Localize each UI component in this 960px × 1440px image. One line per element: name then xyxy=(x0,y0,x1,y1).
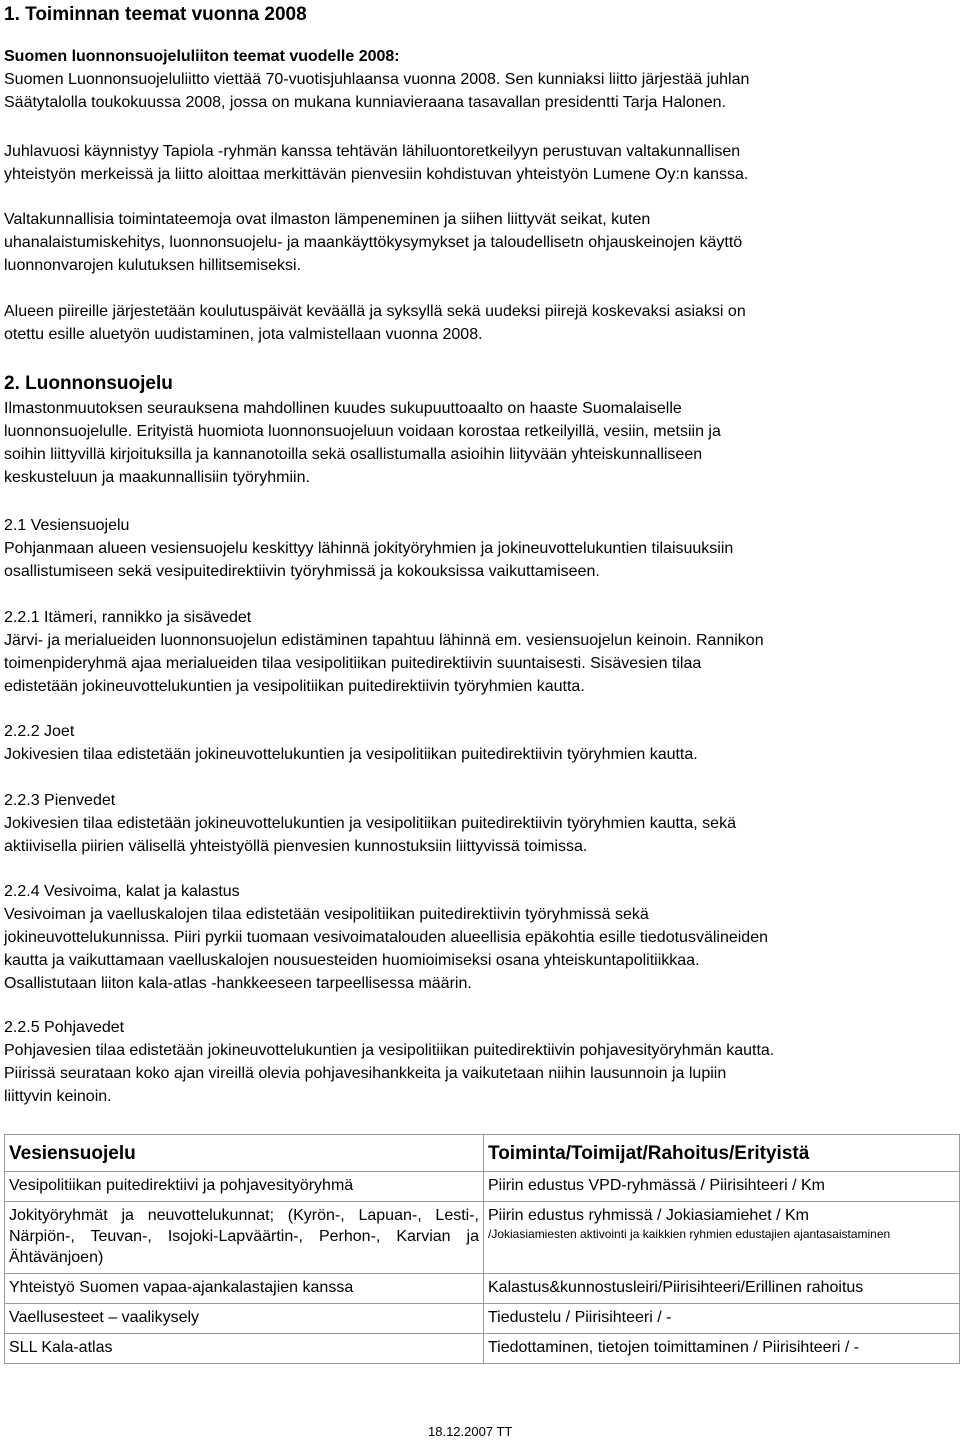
text-line: liittyvin keinoin. xyxy=(4,1088,112,1105)
text-line: keskusteluun ja maakunnallisiin työryhmiin. xyxy=(4,469,310,486)
text-line: kautta ja vaikuttamaan vaelluskalojen nousuesteiden huomioimiseksi osana yhteiskuntapolitiikkaa. xyxy=(4,952,700,969)
section-vesivoima xyxy=(4,880,957,995)
text-line: Valtakunnallisia toimintateemoja ovat ilmaston lämpeneminen ja siihen liittyvät seikat, kuten xyxy=(4,211,651,228)
paragraph-jubilee xyxy=(4,140,957,186)
text-line: Jokivesien tilaa edistetään jokineuvottelukuntien ja vesipolitiikan puitedirektiivin työryhmien kautta. xyxy=(4,746,698,763)
text-line: toimenpideryhmä ajaa merialueiden tilaa vesipolitiikan puitedirektiivin suuntaisesti. Sisävesien tilaa xyxy=(4,655,702,672)
table-row xyxy=(5,1274,960,1304)
text-line: luonnonvarojen kulutuksen hillitsemiseksi. xyxy=(4,257,302,274)
table-row xyxy=(5,1334,960,1364)
section-heading: 2.2.4 Vesivoima, kalat ja kalastus xyxy=(4,883,240,900)
text-line: yhteistyön merkeissä ja liitto aloittaa merkittävän pienvesiin kohdistuvan yhteistyön Lumene Oy:n kanssa. xyxy=(4,166,749,183)
text-line: Pohjanmaan alueen vesiensuojelu keskittyy lähinnä jokityöryhmien ja jokineuvottelukuntien tilaisuuksiin xyxy=(4,540,734,557)
table-cell-note: /Jokiasiamiesten aktivointi ja kaikkien ryhmien edustajien ajantasaistaminen xyxy=(488,1227,891,1241)
section-pohjavedet xyxy=(4,1016,957,1108)
section-heading: 2.2.3 Pienvedet xyxy=(4,792,116,809)
table-header-row xyxy=(5,1135,960,1172)
text-line: Osallistutaan liiton kala-atlas -hankkeeseen tarpeellisessa määrin. xyxy=(4,975,472,992)
table-cell: Vaellusesteet – vaalikysely xyxy=(5,1304,484,1334)
table-row xyxy=(5,1304,960,1334)
section-pienvedet xyxy=(4,789,957,858)
table-cell: SLL Kala-atlas xyxy=(5,1334,484,1364)
text-line: Suomen Luonnonsuojeluliitto viettää 70-vuotisjuhlaansa vuonna 2008. Sen kunniaksi liitto järjestää juhlan xyxy=(4,71,750,88)
table-cell: Yhteistyö Suomen vapaa-ajankalastajien kanssa xyxy=(5,1274,484,1304)
section-heading: 2.2.1 Itämeri, rannikko ja sisävedet xyxy=(4,609,252,626)
text-line: aktiivisella piirien välisellä yhteistyöllä pienvesien kunnostuksiin liittyvissä toimissa. xyxy=(4,838,588,855)
text-line: Ilmastonmuutoksen seurauksena mahdollinen kuudes sukupuuttoaalto on haaste Suomalaiselle xyxy=(4,400,682,417)
text-line: otettu esille aluetyön uudistaminen, jota valmistellaan vuonna 2008. xyxy=(4,326,483,343)
section-joet xyxy=(4,720,957,766)
section-vesiensuojelu xyxy=(4,514,957,583)
table-row xyxy=(5,1202,960,1274)
table-header-cell: Toiminta/Toimijat/Rahoitus/Erityistä xyxy=(484,1135,960,1172)
paragraph-training xyxy=(4,300,957,346)
text-line: Jokivesien tilaa edistetään jokineuvottelukuntien ja vesipolitiikan puitedirektiivin työryhmien kautta, sekä xyxy=(4,815,736,832)
table-cell: Tiedottaminen, tietojen toimittaminen / Piirisihteeri / - xyxy=(484,1334,960,1364)
text-line: Pohjavesien tilaa edistetään jokineuvottelukuntien ja vesipolitiikan puitedirektiivin pohjavesityöryhmän kautta. xyxy=(4,1042,775,1059)
intro-paragraph xyxy=(4,45,957,114)
section-itameri xyxy=(4,606,957,698)
text-line: Piirissä seurataan koko ajan vireillä olevia pohjavesihankkeita ja vaikutetaan niihin lausunnoin ja lupiin xyxy=(4,1065,727,1082)
page-title: 1. Toiminnan teemat vuonna 2008 xyxy=(4,4,307,25)
text-line: Alueen piireille järjestetään koulutuspäivät keväällä ja syksyllä sekä uudeksi piirejä koskevaksi asiaksi on xyxy=(4,303,746,320)
text-line: Järvi- ja merialueiden luonnonsuojelun edistäminen tapahtuu lähinnä em. vesiensuojelun keinoin. Rannikon xyxy=(4,632,764,649)
text-line: Säätytalolla toukokuussa 2008, jossa on mukana kunniavieraana tasavallan presidentti Tarja Halonen. xyxy=(4,94,726,111)
table-cell-text: Piirin edustus ryhmissä / Jokiasiamiehet / Km xyxy=(488,1207,809,1224)
table-cell: Tiedustelu / Piirisihteeri / - xyxy=(484,1304,960,1334)
table-cell: Piirin edustus VPD-ryhmässä / Piirisihteeri / Km xyxy=(484,1172,960,1202)
section-heading: 2.1 Vesiensuojelu xyxy=(4,517,130,534)
text-line: jokineuvottelukunnissa. Piiri pyrkii tuomaan vesivoimatalouden alueellisia epäkohtia esille tiedotusvälineiden xyxy=(4,929,768,946)
text-line: osallistumiseen sekä vesipuitedirektiivin työryhmissä ja kokouksissa vaikuttamiseen. xyxy=(4,563,600,580)
section-heading: 2.2.5 Pohjavedet xyxy=(4,1019,125,1036)
table-row xyxy=(5,1172,960,1202)
footer-date: 18.12.2007 TT xyxy=(428,1424,513,1439)
text-line: luonnonsuojelulle. Erityistä huomiota luonnonsuojeluun voidaan korostaa retkeilyillä, vesiin, metsiin ja xyxy=(4,423,721,440)
text-line: Vesivoiman ja vaelluskalojen tilaa edistetään vesipolitiikan puitedirektiivin työryhmissä sekä xyxy=(4,906,649,923)
text-line: edistetään jokineuvottelukuntien ja vesipolitiikan puitedirektiivin työryhmien kautta. xyxy=(4,678,585,695)
paragraph-national-themes xyxy=(4,208,957,277)
table-cell xyxy=(484,1202,960,1274)
table-cell: Kalastus&kunnostusleiri/Piirisihteeri/Erillinen rahoitus xyxy=(484,1274,960,1304)
activities-table xyxy=(4,1134,960,1364)
section-heading: 2.2.2 Joet xyxy=(4,723,75,740)
intro-subtitle: Suomen luonnonsuojeluliiton teemat vuodelle 2008: xyxy=(4,48,400,65)
section-heading: 2. Luonnonsuojelu xyxy=(4,373,173,394)
table-header-cell: Vesiensuojelu xyxy=(5,1135,484,1172)
section-luonnonsuojelu xyxy=(4,371,957,489)
table-cell: Vesipolitiikan puitedirektiivi ja pohjavesityöryhmä xyxy=(5,1172,484,1202)
table-cell: Jokityöryhmät ja neuvottelukunnat; (Kyrön-, Lapuan-, Lesti-, Närpiön-, Teuvan-, Isojoki-Lapväärtin-, Perhon-, Karvian ja Ähtävänjoen) xyxy=(5,1202,484,1274)
text-line: uhanalaistumiskehitys, luonnonsuojelu- ja maankäyttökysymykset ja taloudellisetn ohjauskeinojen käyttö xyxy=(4,234,743,251)
text-line: soihin liittyvillä kirjoituksilla ja kannanotoilla sekä osallistumalla asioihin liityvään yhteiskunnalliseen xyxy=(4,446,703,463)
text-line: Juhlavuosi käynnistyy Tapiola -ryhmän kanssa tehtävän lähiluontoretkeilyyn perustuvan valtakunnallisen xyxy=(4,143,741,160)
